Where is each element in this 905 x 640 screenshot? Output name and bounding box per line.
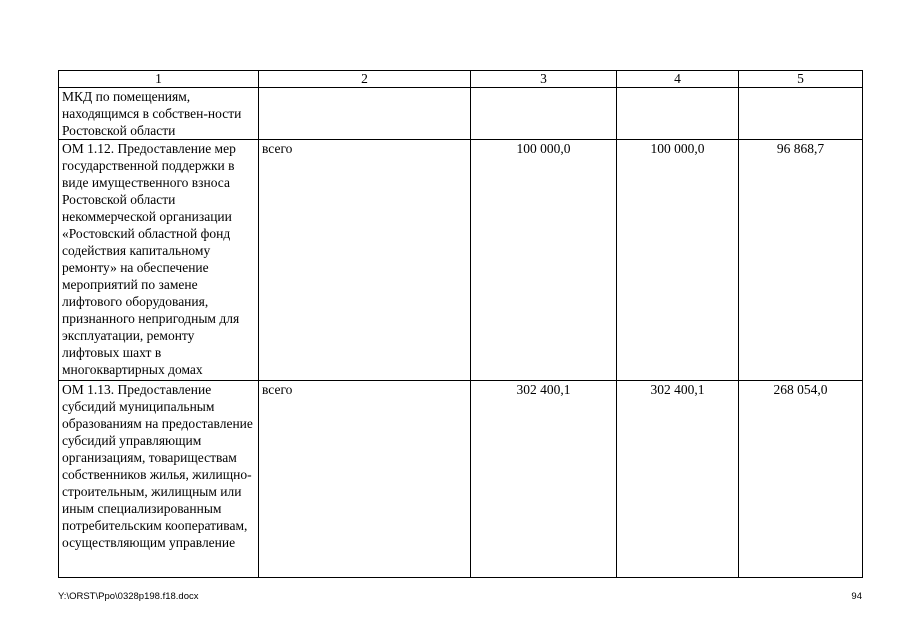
row-description <box>59 88 259 140</box>
column-number-4: 4 <box>617 71 739 88</box>
table-header-row <box>59 71 863 88</box>
row-value-4: 100 000,0 <box>617 140 739 381</box>
row-value-4: 302 400,1 <box>617 381 739 578</box>
row-description-text: ОМ 1.12. Предоставление мер государственной поддержки в виде имущественного взноса Ростовской области некоммерческой организации «Ростовский областной фонд содействия капитальному ремонту» на обеспечение мероприятий по замене лифтового оборудования, признанного непригодным для эксплуатации, ремонту лифтовых шахт в многоквартирных домах <box>62 141 240 377</box>
footer-file-path: Y:\ORST\Ppo\0328p198.f18.docx <box>58 591 199 602</box>
row-value-5: 268 054,0 <box>739 381 863 578</box>
row-description <box>59 381 259 578</box>
row-value-3: 100 000,0 <box>471 140 617 381</box>
column-number-3: 3 <box>471 71 617 88</box>
row-value-3: 302 400,1 <box>471 381 617 578</box>
row-description-text: ОМ 1.13. Предоставление субсидий муниципальным образованиям на предоставление субсидий управляющим организациям, товариществам собственников жилья, жилищно-строительным, жилищным или иным специализированным потребительским кооперативам, осуществляющим управление <box>62 382 253 550</box>
row-description-text: МКД по помещениям, находящимся в собствен-ности Ростовской области <box>62 89 242 138</box>
column-number-2: 2 <box>259 71 471 88</box>
column-number-1: 1 <box>59 71 259 88</box>
row-value-5 <box>739 88 863 140</box>
row-source: всего <box>259 381 471 578</box>
row-value-3 <box>471 88 617 140</box>
row-source: всего <box>259 140 471 381</box>
column-number-5: 5 <box>739 71 863 88</box>
row-source <box>259 88 471 140</box>
row-value-5: 96 868,7 <box>739 140 863 381</box>
table-row <box>59 140 863 381</box>
footer-page-number: 94 <box>851 591 862 602</box>
program-table <box>58 70 863 578</box>
row-description <box>59 140 259 381</box>
row-value-4 <box>617 88 739 140</box>
table-row <box>59 88 863 140</box>
table-row <box>59 381 863 578</box>
